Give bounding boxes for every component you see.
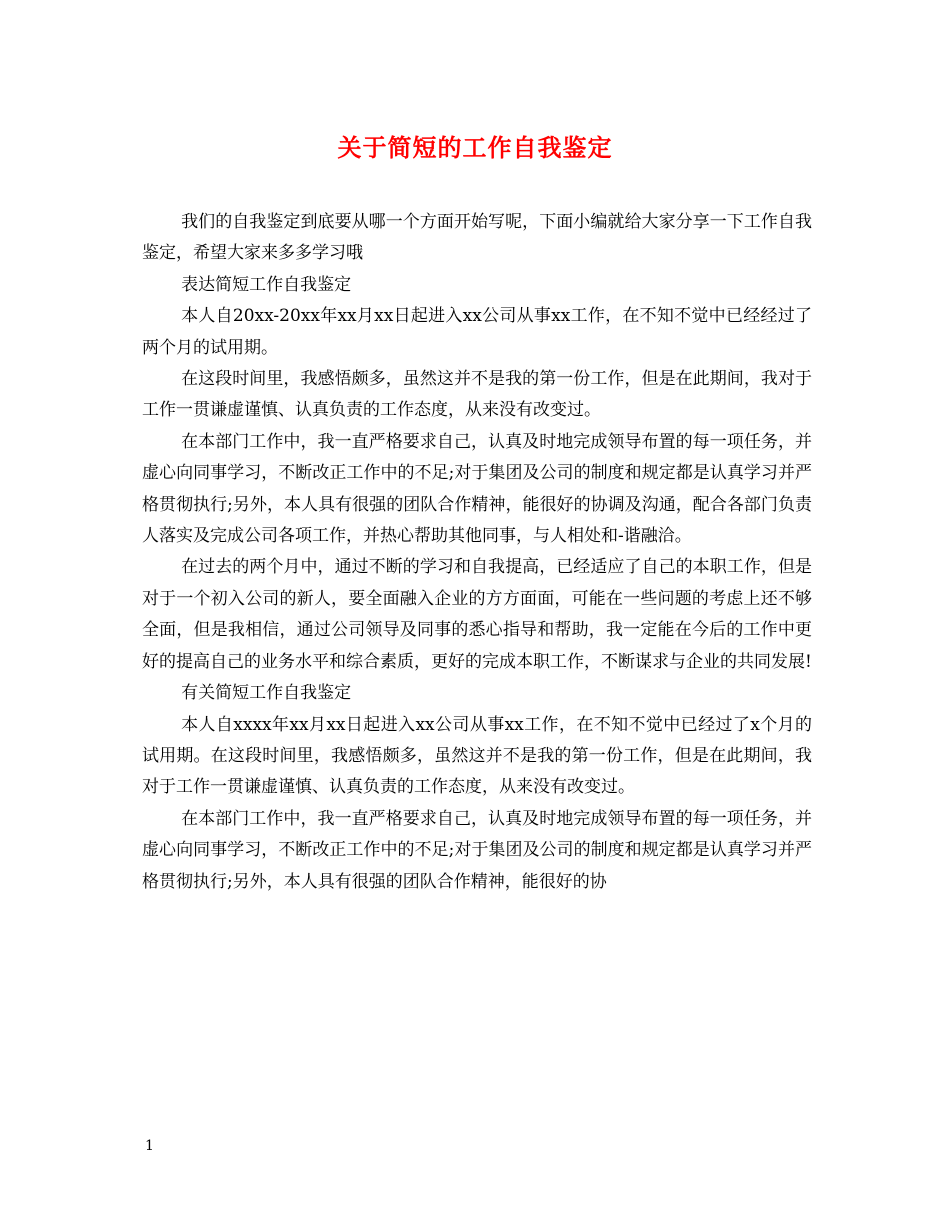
paragraph: 在本部门工作中，我一直严格要求自己，认真及时地完成领导布置的每一项任务，并虚心向同事学习，不断改正工作中的不足;对于集团及公司的制度和规定都是认真学习并严格贯彻执行;另外，本人具有很强的团队合作精神，能很好的协调及沟通，配合各部门负责人落实及完成公司各项工作，并热心帮助其他同事，与人相处和-谐融洽。 bbox=[142, 431, 812, 547]
paragraph: 本人自xxxx年xx月xx日起进入xx公司从事xx工作，在不知不觉中已经过了x个月的试用期。在这段时间里，我感悟颇多，虽然这并不是我的第一份工作，但是在此期间，我对于工作一贯谦虚谨慎、认真负责的工作态度，从来没有改变过。 bbox=[142, 714, 812, 798]
document-title: 关于简短的工作自我鉴定 bbox=[337, 133, 613, 162]
section-heading-1: 表达简短工作自我鉴定 bbox=[181, 274, 352, 295]
document-body bbox=[142, 207, 812, 898]
paragraph-intro: 我们的自我鉴定到底要从哪一个方面开始写呢，下面小编就给大家分享一下工作自我鉴定，希望大家来多多学习哦 bbox=[142, 212, 812, 264]
paragraph: 在过去的两个月中，通过不断的学习和自我提高，已经适应了自己的本职工作，但是对于一个初入公司的新人，要全面融入企业的方方面面，可能在一些问题的考虑上还不够全面，但是我相信，通过公司领导及同事的悉心指导和帮助，我一定能在今后的工作中更好的提高自己的业务水平和综合素质，更好的完成本职工作，不断谋求与企业的共同发展! bbox=[142, 557, 812, 672]
paragraph: 在本部门工作中，我一直严格要求自己，认真及时地完成领导布置的每一项任务，并虚心向同事学习，不断改正工作中的不足;对于集团及公司的制度和规定都是认真学习并严格贯彻执行;另外，本人具有很强的团队合作精神，能很好的协 bbox=[142, 808, 812, 892]
section-heading-2: 有关简短工作自我鉴定 bbox=[181, 683, 352, 704]
paragraph: 本人自20xx-20xx年xx月xx日起进入xx公司从事xx工作，在不知不觉中已经经过了两个月的试用期。 bbox=[142, 306, 812, 358]
page-number: 1 bbox=[145, 1138, 154, 1154]
paragraph: 在这段时间里，我感悟颇多，虽然这并不是我的第一份工作，但是在此期间，我对于工作一贯谦虚谨慎、认真负责的工作态度，从来没有改变过。 bbox=[142, 369, 812, 421]
